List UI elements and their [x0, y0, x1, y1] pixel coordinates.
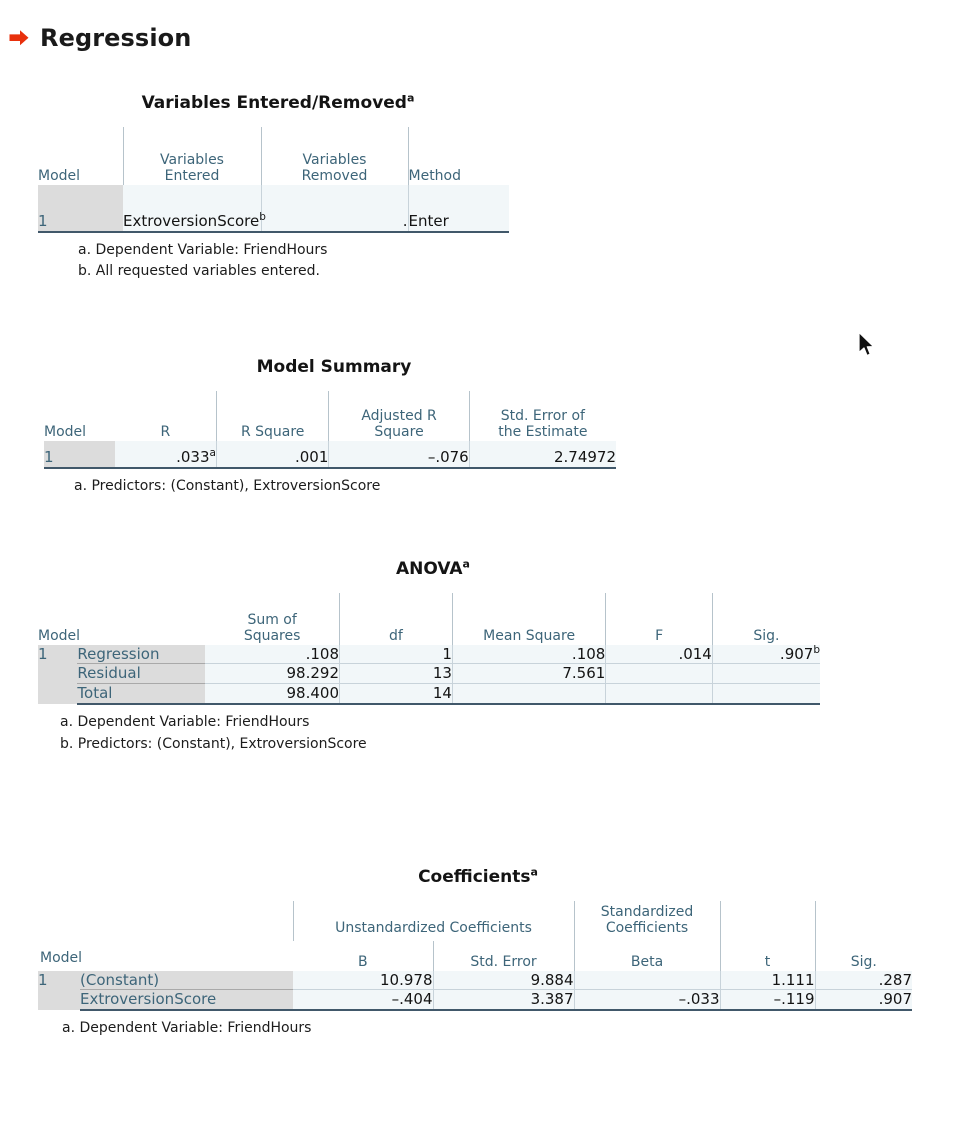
- cell-model: 1: [38, 971, 80, 1011]
- table-title: ANOVA$^a$: [396, 557, 470, 579]
- cell-f: [606, 664, 713, 684]
- cell-model: 1: [44, 441, 115, 468]
- col-header-std-error: Std. Error: [433, 941, 574, 971]
- table-row: [38, 664, 820, 684]
- col-header-model: Model: [38, 628, 81, 645]
- table-row: [38, 684, 820, 704]
- cell-predictor: ExtroversionScore: [80, 990, 293, 1010]
- table-title: Variables Entered/Removed$^a$: [141, 91, 415, 113]
- col-header-sig: Sig.: [815, 941, 912, 971]
- col-header-std-error-estimate: Std. Error of the Estimate: [469, 391, 616, 441]
- table-footnotes: [38, 712, 828, 755]
- table-row: [38, 645, 820, 664]
- cell-beta: [574, 971, 720, 990]
- col-header-t: t: [720, 941, 815, 971]
- footnote: a. Dependent Variable: FriendHours: [60, 713, 310, 730]
- cell-beta: –.033: [574, 990, 720, 1010]
- table-footnotes: [38, 240, 518, 283]
- cell-sig: .287: [815, 971, 912, 990]
- cell-sum-of-squares: .108: [205, 645, 339, 664]
- cell-b: –.404: [293, 990, 433, 1010]
- group-header-spacer-t: [720, 901, 815, 941]
- table-footnotes: [44, 476, 624, 498]
- cell-r-square: .001: [216, 441, 328, 468]
- cell-std-error: 3.387: [433, 990, 574, 1010]
- cell-method: Enter: [408, 185, 509, 232]
- col-header-adjusted-r-square: Adjusted R Square: [329, 391, 469, 441]
- group-header-unstandardized-coefficients: Unstandardized Coefficients: [293, 901, 574, 941]
- cell-std-error: 9.884: [433, 971, 574, 990]
- table-row: [38, 990, 912, 1010]
- cell-sig: [712, 664, 820, 684]
- variables-entered-removed-block: [38, 91, 518, 283]
- cell-sum-of-squares: 98.400: [205, 684, 339, 704]
- cell-r: .033$^a$: [115, 441, 217, 468]
- table-header-row: [38, 593, 820, 645]
- page-heading: [8, 26, 191, 50]
- anova-table: [38, 593, 820, 705]
- cell-f: [606, 684, 713, 704]
- coefficients-block: [38, 865, 918, 1040]
- table-row: [44, 441, 616, 468]
- page-title: Regression: [40, 24, 192, 52]
- col-header-b: B: [357, 954, 368, 971]
- cell-b: 10.978: [293, 971, 433, 990]
- cell-mean-square: 7.561: [452, 664, 605, 684]
- cell-t: –.119: [720, 990, 815, 1010]
- table-row: [38, 185, 509, 232]
- cell-df: 13: [340, 664, 453, 684]
- cell-adjusted-r-square: –.076: [329, 441, 469, 468]
- table-header-row: [44, 391, 616, 441]
- cell-model: 1: [38, 645, 77, 704]
- cell-variables-removed: .: [261, 185, 408, 232]
- cell-sig: [712, 684, 820, 704]
- model-summary-block: [44, 358, 624, 497]
- col-header-beta: Beta: [574, 941, 720, 971]
- group-header-spacer-sig: [815, 901, 912, 941]
- coefficients-table: [38, 901, 912, 1012]
- table-header-row: [38, 127, 509, 185]
- model-summary-table: [44, 391, 616, 469]
- cell-sum-of-squares: 98.292: [205, 664, 339, 684]
- footnote: b. All requested variables entered.: [78, 263, 320, 280]
- cell-mean-square: [452, 684, 605, 704]
- variables-entered-removed-table: [38, 127, 509, 233]
- cell-source: Total: [77, 684, 205, 704]
- cell-t: 1.111: [720, 971, 815, 990]
- col-header-method: Method: [408, 127, 509, 185]
- table-title: Coefficients$^a$: [418, 865, 538, 887]
- col-header-sig: Sig.: [712, 593, 820, 645]
- col-header-variables-removed: Variables Removed: [261, 127, 408, 185]
- col-header-r-square: R Square: [216, 391, 328, 441]
- group-header-standardized-coefficients: Standardized Coefficients: [574, 901, 720, 941]
- col-header-model: Model: [38, 168, 81, 185]
- col-header-model: Model: [40, 950, 83, 967]
- cell-model: 1: [38, 185, 123, 232]
- cell-sig: .907: [815, 990, 912, 1010]
- footnote: b. Predictors: (Constant), ExtroversionScore: [60, 735, 367, 752]
- cell-df: 1: [340, 645, 453, 664]
- table-footnotes: [38, 1018, 918, 1040]
- cell-mean-square: .108: [452, 645, 605, 664]
- cell-predictor: (Constant): [80, 971, 293, 990]
- table-title: Model Summary: [256, 357, 412, 377]
- cell-variables-entered: ExtroversionScore$^b$: [123, 185, 261, 232]
- anova-block: [38, 557, 828, 755]
- footnote: a. Dependent Variable: FriendHours: [78, 241, 328, 258]
- col-header-sum-of-squares: Sum of Squares: [243, 612, 301, 645]
- cell-df: 14: [340, 684, 453, 704]
- mouse-pointer-icon: [857, 331, 877, 359]
- cell-source: Regression: [77, 645, 205, 664]
- table-row: [38, 971, 912, 990]
- footnote: a. Dependent Variable: FriendHours: [62, 1020, 312, 1037]
- cell-source: Residual: [77, 664, 205, 684]
- col-header-variables-entered: Variables Entered: [123, 127, 261, 185]
- col-header-model: Model: [44, 424, 87, 441]
- cell-sig: .907$^b$: [712, 645, 820, 664]
- col-header-r: R: [160, 424, 171, 441]
- footnote: a. Predictors: (Constant), ExtroversionScore: [74, 477, 381, 494]
- table-group-header-row: [38, 901, 912, 941]
- cell-std-error-estimate: 2.74972: [469, 441, 616, 468]
- cell-f: .014: [606, 645, 713, 664]
- col-header-mean-square: Mean Square: [452, 593, 605, 645]
- col-header-f: F: [606, 593, 713, 645]
- right-arrow-bullet-icon: [8, 27, 30, 49]
- col-header-df: df: [340, 593, 453, 645]
